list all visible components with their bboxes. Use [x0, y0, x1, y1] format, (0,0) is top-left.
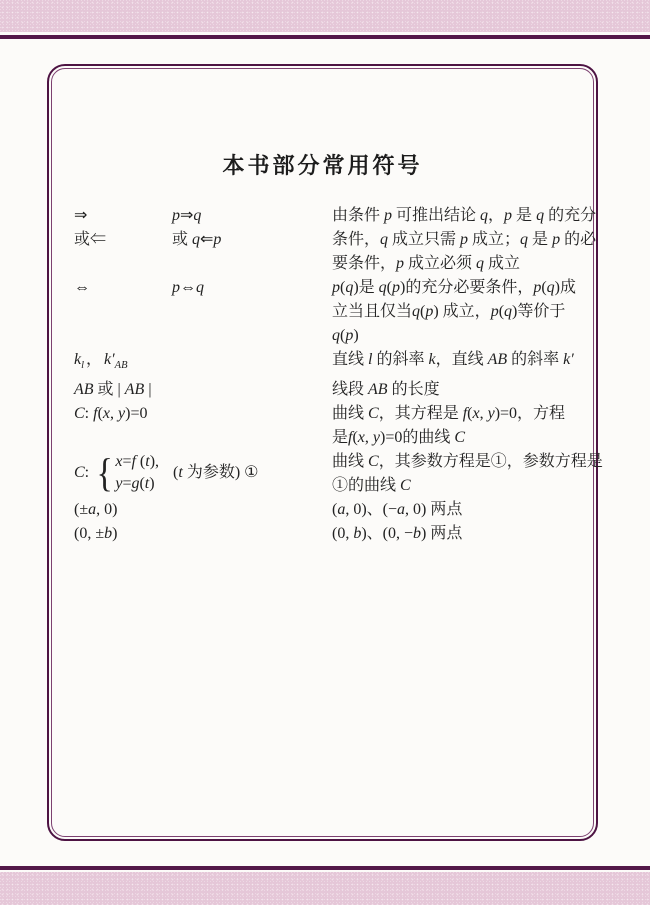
symbol-cell: (±a, 0): [74, 501, 118, 519]
meaning-cell: 线段 AB 的长度: [332, 381, 440, 399]
example-cell: p⇔q: [172, 279, 204, 296]
symbol-cell: AB 或 | AB |: [74, 381, 152, 399]
table-row: [74, 498, 590, 522]
separator: ，: [86, 351, 103, 368]
curve-brace: {: [96, 450, 113, 496]
slope-subscript-ab: AB: [114, 360, 128, 372]
curve-equation-y: y=g(t): [115, 475, 155, 493]
top-pink-band: [0, 0, 650, 32]
curve-label: C:: [74, 464, 90, 482]
table-row: [74, 450, 603, 498]
meaning-cell: p(q)是 q(p)的充分必要条件，p(q)成 立当且仅当q(p) 成立，p(q)等价于 q(p): [332, 279, 577, 344]
curve-equations: [115, 451, 159, 495]
table-row: [74, 348, 590, 378]
meaning-cell: 由条件 p 可推出结论 q，p 是 q 的充分 条件，q 成立只需 p 成立；q 是 p 的必 要条件，p 成立必须 q 成立: [332, 207, 597, 272]
top-purple-rule: [0, 35, 650, 39]
table-row: [74, 204, 597, 276]
slope-subscript-l: l: [81, 360, 85, 372]
bottom-purple-rule: [0, 866, 650, 870]
symbol-cell: [74, 450, 332, 496]
meaning-cell: (a, 0)、(−a, 0) 两点: [332, 501, 463, 519]
slope-symbol-k-prime: k′: [104, 351, 115, 368]
symbol-cell: (0, ±b): [74, 525, 118, 543]
table-row: [74, 378, 590, 402]
slope-symbol-k: k: [74, 351, 82, 368]
symbol-cell: ⇒ 或⇐: [74, 207, 107, 248]
symbol-cell: C: f(x, y)=0: [74, 405, 148, 423]
symbol-cell: ⇔: [74, 279, 90, 296]
curve-parameter-note: (t 为参数) ①: [173, 464, 259, 482]
table-row: [74, 402, 590, 450]
meaning-cell: 曲线 C，其方程是 f(x, y)=0，方程 是f(x, y)=0的曲线 C: [332, 405, 566, 447]
page-title: 本书部分常用符号: [222, 153, 423, 178]
meaning-cell: (0, b)、(0, −b) 两点: [332, 525, 463, 543]
symbols-table: [74, 204, 603, 546]
example-cell: p⇒q 或 q⇐p: [172, 207, 222, 248]
symbol-cell: [74, 348, 332, 378]
bottom-pink-band: [0, 872, 650, 905]
table-row: [74, 276, 590, 348]
meaning-cell: 直线 l 的斜率 k，直线 AB 的斜率 k′: [332, 351, 574, 368]
table-row: [74, 522, 590, 546]
meaning-cell: 曲线 C，其参数方程是①，参数方程是 ①的曲线 C: [332, 453, 603, 495]
curve-equation-x: x=f (t),: [115, 453, 160, 471]
